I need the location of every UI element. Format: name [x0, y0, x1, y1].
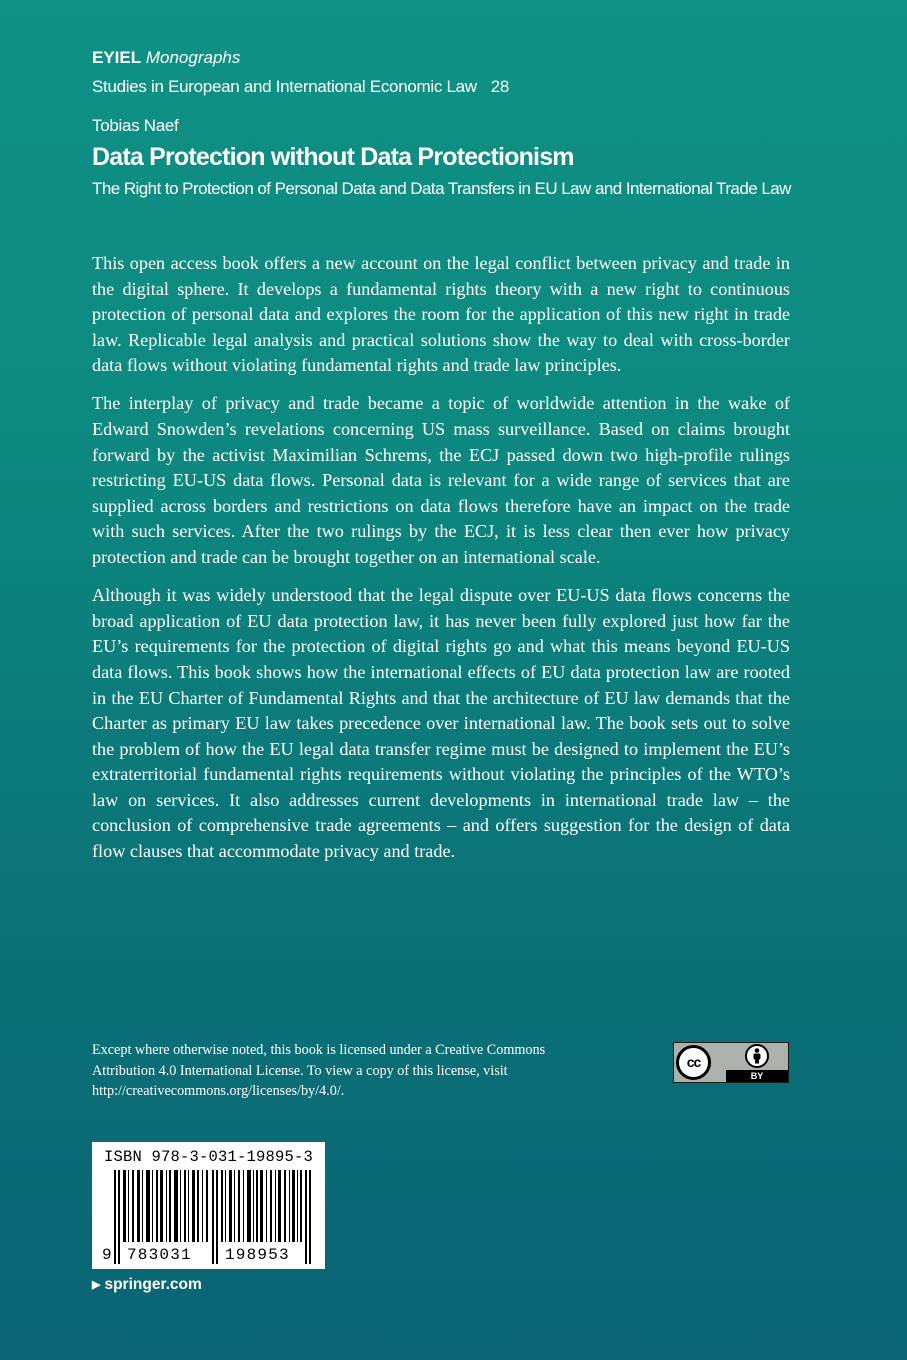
barcode-digits-right: 198953 [225, 1246, 290, 1264]
blurb-paragraph: This open access book offers a new account on the legal conflict between privacy and trade in the digital sphere. It develops a fundamental rights theory with a new right to continuous protection of personal data and explores the room for the application of this new right in trade law. Replicable legal analysis and practical solutions show the way to deal with cross-border data flows without violating fundamental rights and trade law principles. [92, 253, 790, 376]
series-volume: 28 [490, 77, 510, 96]
blurb-paragraph: The interplay of privacy and trade became a topic of worldwide attention in the wake of Edward Snowden’s revelations concerning US mass surveillance. Based on claims brought forward by the activist Maximilian Schrems, the ECJ passed down two high-profile rulings restricting EU-US data flows. Personal data is relevant for a wide range of services that are supplied across borders and restrictions on data flows therefore have an impact on the trade with such services. After the two rulings by the ECJ, it is less clear then ever how privacy protection and trade can be brought together on an international scale. [92, 393, 790, 568]
license-notice: Except where otherwise noted, this book is licensed under a Creative Commons Attribution 4.0 International License. To view a copy of this license, visit http://creativecommons.org/licenses/by/4.0/. [92, 1042, 546, 1099]
book-subtitle: The Right to Protection of Personal Data and Data Transfers in EU Law and International Trade Law [92, 179, 791, 198]
cc-icon: cc [676, 1045, 711, 1080]
barcode-digits-left: 783031 [127, 1246, 192, 1264]
isbn-barcode [92, 1142, 325, 1269]
barcode-digit-first: 9 [102, 1246, 112, 1264]
series-brand-suffix: Monographs [145, 48, 241, 67]
cc-by-license-badge[interactable] [673, 1042, 789, 1083]
book-title: Data Protection without Data Protectionism [92, 143, 574, 171]
attribution-person-icon [745, 1044, 769, 1068]
publisher-site: springer.com [104, 1276, 202, 1293]
blurb [92, 251, 790, 877]
book-author: Tobias Naef [92, 116, 179, 135]
series-brand [92, 48, 240, 68]
cc-by-label: BY [726, 1070, 788, 1082]
isbn-number: ISBN 978-3-031-19895-3 [104, 1148, 314, 1166]
triangle-arrow-icon: ▶ [92, 1279, 101, 1291]
publisher-link[interactable] [92, 1276, 202, 1294]
series-title [92, 77, 509, 97]
series-name: Studies in European and International Economic Law [92, 77, 477, 96]
series-brand-name: EYIEL [92, 48, 142, 67]
blurb-paragraph: Although it was widely understood that the legal dispute over EU-US data flows concerns the broad application of EU data protection law, it has never been fully explored just how far the EU’s requirements for the protection of digital rights go and what this means beyond EU-US data flows. This book shows how the international effects of EU data protection law are rooted in the EU Charter of Fundamental Rights and that the architecture of EU law demands that the Charter as primary EU law takes precedence over international law. The book sets out to solve the problem of how the EU legal data transfer regime must be designed to implement the EU’s extraterritorial fundamental rights requirements without violating the principles of the WTO’s law on services. It also addresses current developments in international trade law – the conclusion of comprehensive trade agreements – and offers suggestion for the design of data flow clauses that accommodate privacy and trade. [92, 585, 790, 862]
